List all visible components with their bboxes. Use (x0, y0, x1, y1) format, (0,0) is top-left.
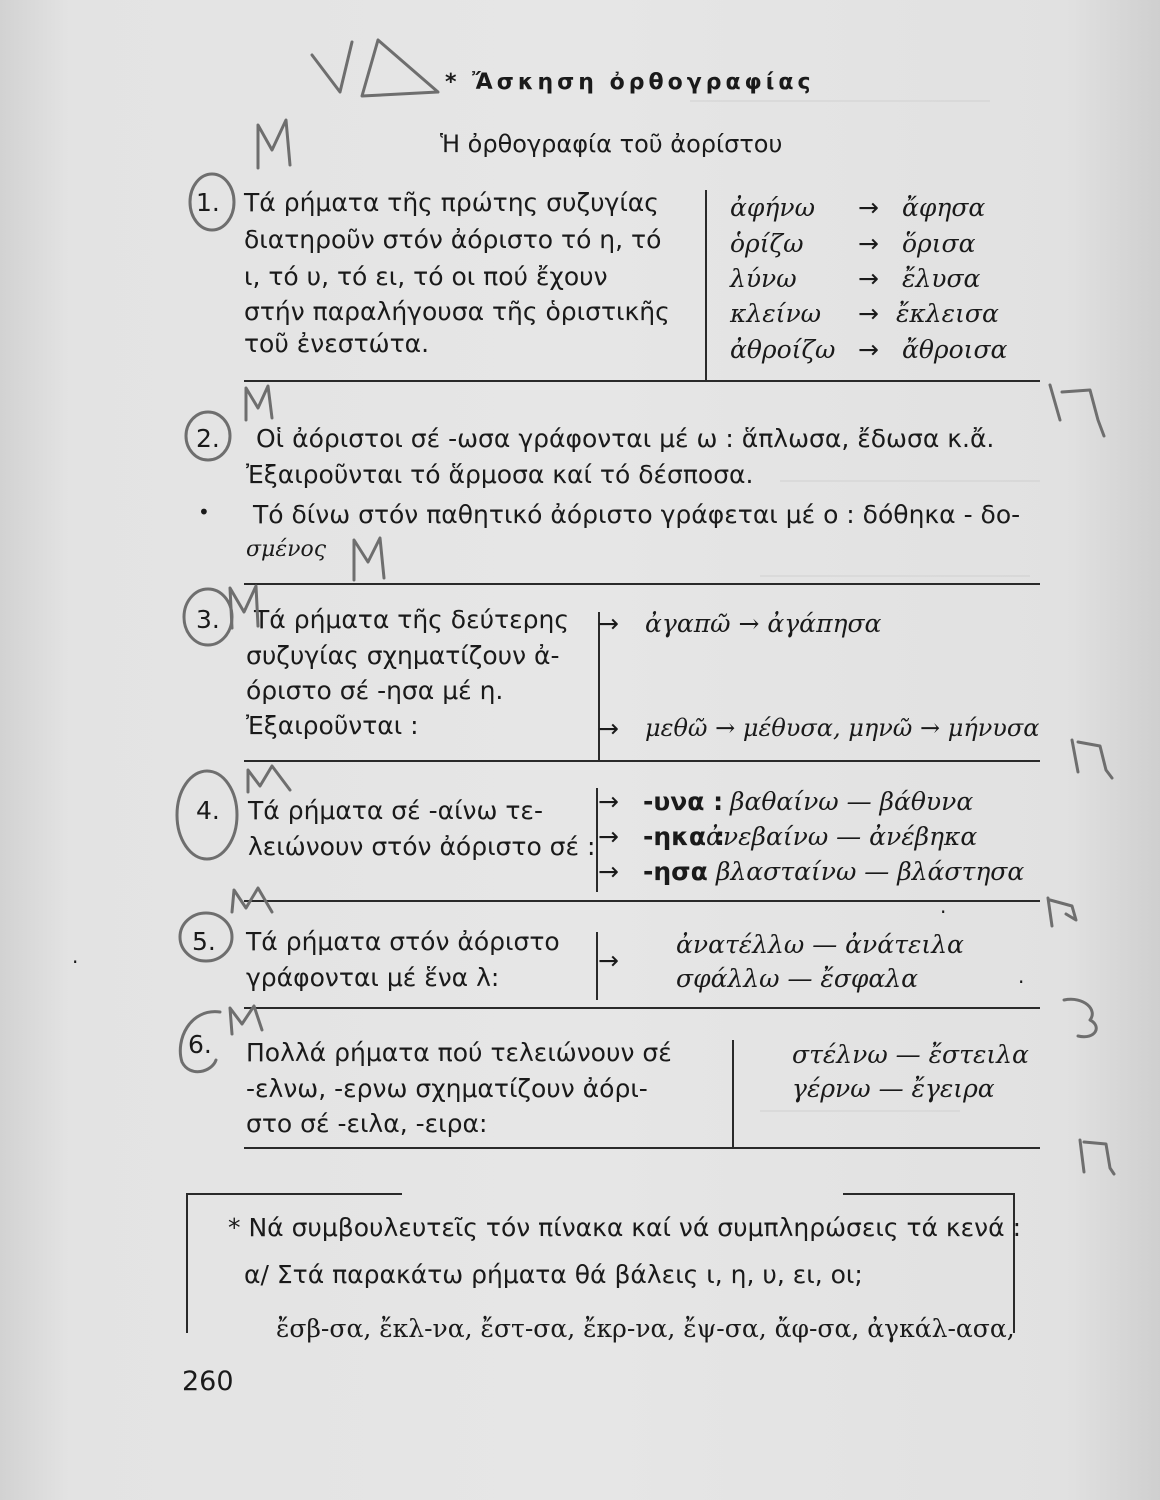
circle-mark (190, 174, 234, 230)
example-present: ὁρίζω (730, 229, 804, 258)
ending: -ηκα : (643, 822, 725, 851)
rule-line: διατηροῦν στόν ἀόριστο τό η, τό (244, 225, 662, 254)
arrow-icon: → (858, 193, 879, 222)
rule-number: 1. (196, 188, 220, 217)
page-title: * Ἄσκηση ὀρθογραφίας (445, 70, 815, 95)
circle-mark (180, 1012, 220, 1072)
ink-dot: · (940, 900, 947, 924)
handwritten-m (230, 1006, 262, 1034)
margin-mark (1072, 740, 1112, 778)
arrow-icon: → (858, 264, 879, 293)
rule-line: Ἐξαιροῦνται τό ἅρμοσα καί τό δέσποσα. (246, 460, 754, 489)
example-aorist: ἔκλεισα (896, 299, 999, 328)
rule-line: σμένος (246, 537, 327, 562)
margin-mark (1064, 999, 1096, 1036)
arrow-icon: → (858, 335, 879, 364)
ink-dot: · (1018, 970, 1025, 994)
example: βλασταίνω — βλάστησα (716, 857, 1025, 886)
circle-mark (184, 589, 232, 645)
margin-mark (1080, 1140, 1114, 1174)
arrow-icon: → (598, 714, 619, 743)
rule-line: Τά ρήματα σέ -αίνω τε- (248, 796, 543, 825)
example-aorist: ἄφησα (902, 193, 986, 222)
rule-line: Οἱ ἀόριστοι σέ -ωσα γράφονται μέ ω : ἅπλωσα, ἔδωσα κ.ἄ. (256, 424, 995, 453)
arrow-icon: → (598, 609, 619, 638)
example-aorist: ἄθροισα (902, 335, 1008, 364)
handwritten-delta (362, 40, 438, 96)
rule-line: όριστο σέ -ησα μέ η. (246, 676, 504, 705)
example-aorist: ὅρισα (902, 229, 976, 258)
example-present: ἀφήνω (730, 193, 815, 222)
rule-line: γράφονται μέ ἕνα λ: (246, 963, 500, 992)
handwritten-m (258, 120, 290, 168)
example: μεθῶ → μέθυσα, μηνῶ → μήνυσα (645, 714, 1040, 742)
example: γέρνω — ἔγειρα (792, 1074, 995, 1103)
example: ἀνεβαίνω — ἀνέβηκα (706, 822, 978, 851)
arrow-icon: → (598, 946, 619, 975)
arrow-icon: → (598, 822, 619, 851)
rule-line: στήν παραλήγουσα τῆς ὁριστικῆς (244, 297, 670, 326)
example-present: κλείνω (730, 299, 822, 328)
example: βαθαίνω — βάθυνα (730, 787, 974, 816)
handwritten-m (230, 586, 258, 628)
example-present: ἀθροίζω (730, 335, 836, 364)
example: σφάλλω — ἔσφαλα (676, 964, 919, 993)
page-number: 260 (182, 1366, 234, 1397)
exercise-instruction: * Νά συμβουλευτεῖς τόν πίνακα καί νά συμπληρώσεις τά κενά : (228, 1213, 1021, 1242)
ending: -υνα : (643, 787, 724, 816)
rule-line: ι, τό υ, τό ει, τό οι πού ἔχουν (244, 262, 608, 291)
margin-mark (1048, 898, 1076, 926)
rule-line: Τά ρήματα στόν ἀόριστο (246, 927, 560, 956)
margin-mark (1050, 385, 1104, 436)
arrow-icon: → (858, 229, 879, 258)
rule-number: 2. (196, 424, 220, 453)
circle-mark (177, 771, 237, 859)
handwritten-m (246, 386, 272, 420)
example-aorist: ἔλυσα (902, 264, 981, 293)
exercise-part-a: α/ Στά παρακάτω ρήματα θά βάλεις ι, η, υ, ει, οι; (244, 1260, 863, 1289)
arrow-icon: → (598, 787, 619, 816)
circle-mark (180, 913, 232, 961)
handwritten-m (248, 766, 290, 792)
rule-line: Τά ρήματα τῆς πρώτης συζυγίας (244, 188, 659, 217)
rule-line: λειώνουν στόν ἀόριστο σέ : (248, 832, 596, 861)
rule-line: τοῦ ἐνεστώτα. (244, 329, 430, 358)
arrow-icon: → (598, 857, 619, 886)
example: στέλνω — ἔστειλα (792, 1040, 1029, 1069)
circle-mark (186, 412, 230, 460)
rule-line: Τό δίνω στόν παθητικό ἀόριστο γράφεται μέ ο : δόθηκα - δο- (253, 500, 1021, 529)
arrow-icon: → (858, 299, 879, 328)
handwritten-v (312, 42, 352, 92)
ink-dot: · (72, 950, 79, 974)
handwritten-m (354, 538, 384, 580)
rule-line: στο σέ -ειλα, -ειρα: (246, 1109, 488, 1138)
rule-line: Ἐξαιροῦνται : (246, 711, 419, 740)
rule-number: 5. (192, 927, 216, 956)
example-present: λύνω (730, 264, 797, 293)
rule-line: Πολλά ρήματα πού τελειώνουν σέ (246, 1038, 672, 1067)
rule-line: -ελνω, -ερνω σχηματίζουν ἀόρι- (246, 1074, 648, 1103)
ending: -ησα (643, 857, 708, 886)
exercise-words: ἔσβ-σα, ἔκλ-να, ἔστ-σα, ἔκρ-να, ἔψ-σα, ἄφ-σα, ἀγκάλ-ασα, (276, 1314, 1015, 1343)
rule-number: 4. (196, 796, 220, 825)
handwritten-m (232, 888, 272, 912)
bullet: • (198, 500, 210, 524)
example: ἀγαπῶ → ἀγάπησα (645, 609, 882, 638)
rule-line: Τά ρήματα τῆς δεύτερης (254, 605, 570, 634)
rule-line: συζυγίας σχηματίζουν ἀ- (246, 641, 560, 670)
rule-number: 6. (188, 1030, 212, 1059)
section-subtitle: Ἡ ὀρθογραφία τοῦ ἀορίστου (440, 130, 783, 158)
rule-number: 3. (196, 605, 220, 634)
example: ἀνατέλλω — ἀνάτειλα (676, 930, 964, 959)
